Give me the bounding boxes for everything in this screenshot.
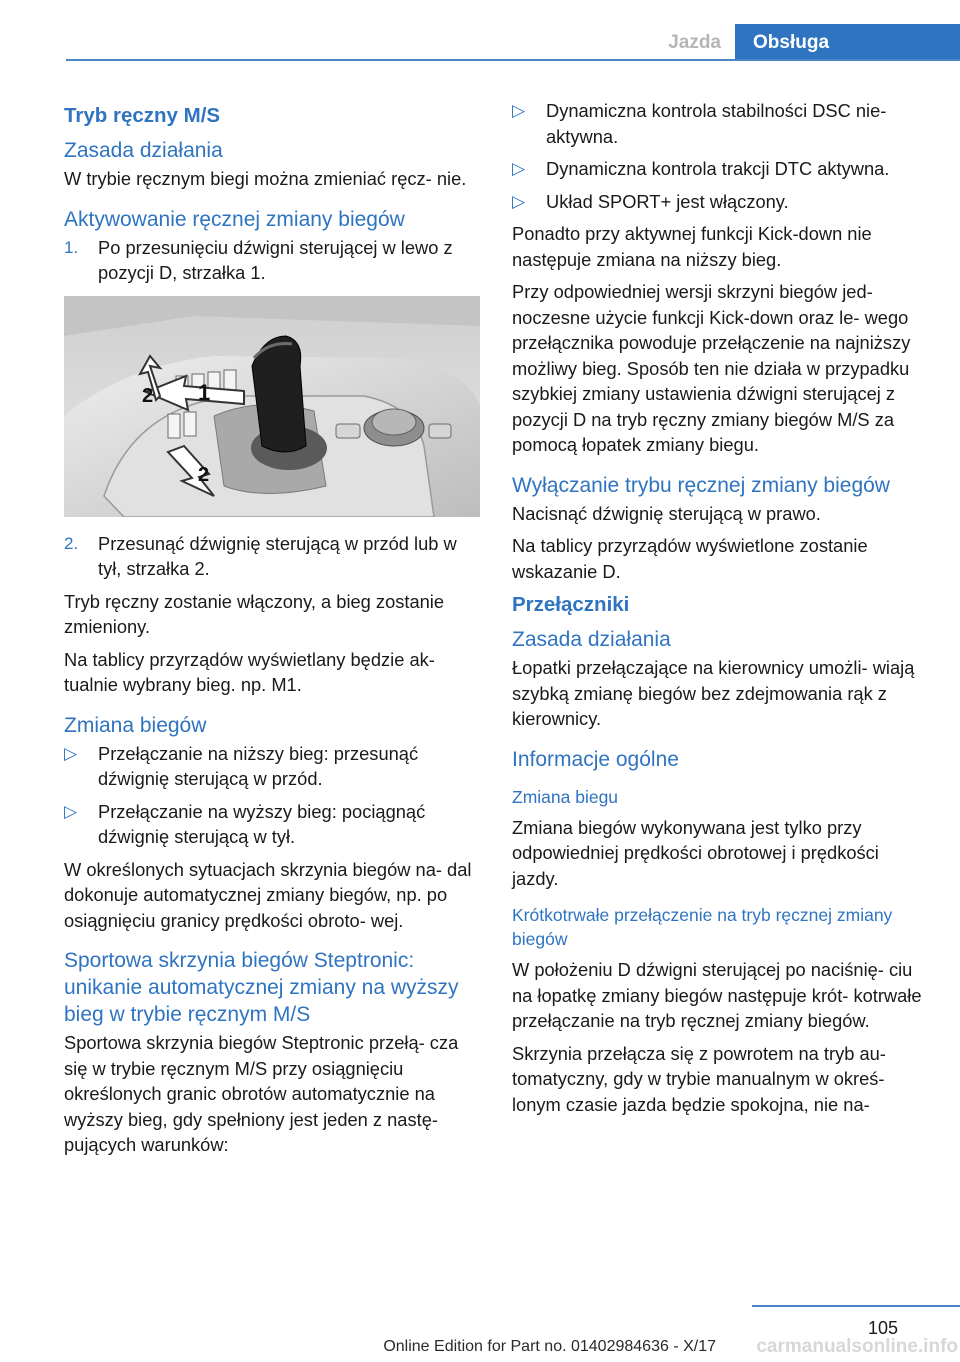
bullet-marker-icon: ▷ [512,159,526,178]
bullet-item [64,741,480,792]
gear-selector-illustration [64,296,480,517]
bullet-marker-icon: ▷ [512,191,526,211]
heading-general-info: Informacje ogólne [512,747,679,771]
bullet-text: Przełączanie na niższy bieg: przesunąć dźwignię sterującą w przód. [98,742,419,789]
subheading-gear-change: Zmiana biegu [512,786,619,807]
arrow-label-2-bottom: 2 [198,463,210,486]
footer-rule [752,1305,960,1307]
bullet-text: Układ SPORT+ jest włączony. [546,190,789,212]
section-title-shift-paddles: Przełączniki [512,593,630,616]
paragraph: Łopatki przełączające na kierownicy umożli‐ wiają szybką zmianę biegów bez zdejmowania rąk z kierownicy. [512,657,915,729]
step-number: 2. [64,533,79,553]
arrow-label-2-top: 2 [142,384,154,407]
paragraph: Skrzynia przełącza się z powrotem na tryb au‐ tomatyczny, gdy w trybie manualnym w okreś‐ lonym czasie jazda będzie spokojna, nie na‐ [512,1042,886,1115]
paragraph: Na tablicy przyrządów wyświetlone zostanie wskazanie D. [512,535,868,582]
bullet-item [512,98,926,149]
heading-steptronic: Sportowa skrzynia biegów Steptronic: unikanie automatycznej zmiany na wyższy bieg w trybie ręcznym M/S [64,949,459,1026]
bullet-item [512,189,926,215]
heading-deactivate-manual: Wyłączanie trybu ręcznej zmiany biegów [512,473,890,497]
watermark: carmanualsonline.info [756,1336,958,1357]
paragraph: Ponadto przy aktywnej funkcji Kick-down nie następuje zmiana na niższy bieg. [512,223,872,270]
step-number: 1. [64,237,79,257]
paragraph: Tryb ręczny zostanie włączony, a bieg zostanie zmieniony. [64,590,445,637]
paragraph: W położeniu D dźwigni sterującej po naciśnię‐ ciu na łopatkę zmiany biegów następuje krót‐ kotrwałe przełączanie na tryb ręcznej zmiany biegów. [512,959,922,1031]
step-text: Przesunąć dźwignię sterującą w przód lub w tył, strzałka 2. [98,532,457,579]
bullet-marker-icon: ▷ [512,101,526,120]
paragraph: W trybie ręcznym biegi można zmieniać ręcz‐ nie. [64,168,467,189]
paragraph: Przy odpowiedniej wersji skrzyni biegów jed‐ noczesne użycie funkcji Kick-down oraz le‐ wego przełącznika powoduje przełączenie na najniższy możliwy bieg. Sposób ten nie działa w przypadku szybkiej zmiany ustawienia dźwigni sterującej z pozycji D na tryb ręczny zmiany biegów M/S za pomocą łopatek zmiany biegu. [512,281,911,455]
paragraph: Zmiana biegów wykonywana jest tylko przy odpowiedniej prędkości obrotowej i prędkości jazdy. [512,816,879,889]
section-tab-jazda: Jazda [668,32,721,53]
paragraph: Nacisnąć dźwignię sterującą w prawo. [512,502,821,524]
bullet-text: Dynamiczna kontrola stabilności DSC nie‐ aktywna. [546,100,887,147]
section-title-manual-mode: Tryb ręczny M/S [64,104,221,127]
heading-principle: Zasada działania [512,628,671,651]
bullet-item [512,156,926,182]
arrow-label-1: 1 [198,379,211,405]
subheading-temporary-manual: Krótkotrwałe przełączenie na tryb ręcznej zmiany biegów [512,905,893,949]
paragraph: Na tablicy przyrządów wyświetlany będzie ak‐ tualnie wybrany bieg. np. M1. [64,648,435,695]
bullet-item [64,799,480,850]
heading-principle: Zasada działania [64,139,223,162]
page-header [66,24,960,61]
step-item [64,235,480,286]
paragraph: Sportowa skrzynia biegów Steptronic przełą‐ cza się w trybie ręcznym M/S przy osiągnięciu określonych granic obrotów automatycznie na wyższy bieg, gdy spełniony jest jeden z nastę‐ pujących warunków: [64,1032,459,1155]
heading-gear-change: Zmiana biegów [64,713,207,737]
bullet-text: Przełączanie na wyższy bieg: pociągnąć dźwignię sterującą w tył. [98,800,426,847]
left-column [64,98,480,1165]
heading-activate-manual: Aktywowanie ręcznej zmiany biegów [64,207,405,231]
edition-note: Online Edition for Part no. 01402984636 - X/17 [383,1338,716,1355]
section-tab-obsluga: Obsługa [735,24,960,61]
bullet-marker-icon: ▷ [64,743,78,763]
page-number: 105 [867,1318,898,1338]
step-text: Po przesunięciu dźwigni sterującej w lewo z pozycji D, strzałka 1. [98,236,453,283]
step-item [64,531,480,582]
right-column [512,98,926,1124]
header-rule [66,59,960,61]
paragraph: W określonych sytuacjach skrzynia biegów na‐ dal dokonuje automatycznej zmiany biegów, np. po osiągnięciu granicy prędkości obroto‐ wej. [64,858,472,931]
bullet-text: Dynamiczna kontrola trakcji DTC aktywna. [546,158,890,179]
bullet-marker-icon: ▷ [64,801,78,821]
